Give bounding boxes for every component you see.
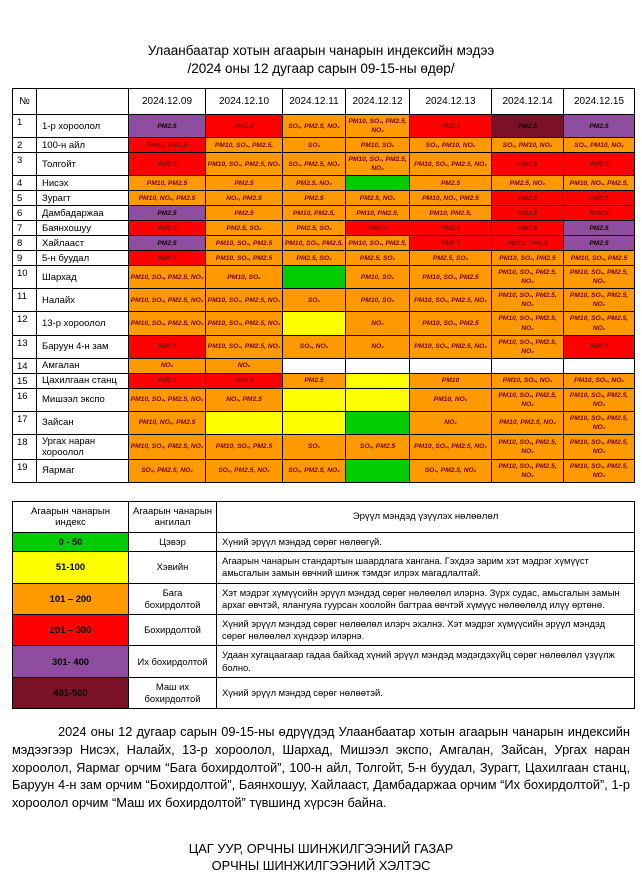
aqi-cell: PM10, NO₂, PM2.5, [564,176,635,191]
legend-index-range: 0 - 50 [13,532,129,551]
aqi-cell: PM10, SO₂, PM2.5 [410,266,492,289]
aqi-cell: PM10, SO₂, PM2.5, NO₂ [206,289,283,312]
aqi-cell: PM10, SO₂, PM2.5, NO₂ [410,289,492,312]
date-column-header: 2024.12.11 [283,89,346,115]
aqi-cell [346,388,410,411]
legend-table-body [13,532,635,708]
aqi-cell: PM10, SO₂, PM2.5, NO₂ [492,312,564,335]
summary-paragraph: 2024 оны 12 дугаар сарын 09-15-ны өдрүүдэд Улаанбаатар хотын агаарын чанарын индексийн мэдээгээр Нисэх, Налайх, 13-р хороолол, Шархад, Мишээл экспо, Амгалан, Зайсан, Ургах наран хороолол, Яармаг орчим “Бага бохирдолтой”, 100-н айл, Толгойт, 5-н буудал, Зурагт, Цахилгаан станц, Баруун 4-н зам орчим “Бохирдолтой”, Баянхошуу, Хайлааст, Дамбадаржаа орчим “Их бохирдолтой”, 1-р хороолол орчим “Маш их бохирдолтой” түвшинд хүрсэн байна. [12,724,630,810]
aqi-cell [346,373,410,388]
aqi-cell [283,358,346,373]
aqi-cell: SO₂, PM2.5, NO₂ [283,459,346,482]
station-row [13,358,635,373]
station-number: 14 [13,358,37,373]
aqi-cell: PM2.5 [410,236,492,251]
aqi-cell: PM2.5 [129,373,206,388]
aqi-cell: PM2.5 [206,373,283,388]
station-name: Хайлааст [37,236,129,251]
aqi-cell: PM2.5 [492,206,564,221]
legend-category: Цэвэр [129,532,217,551]
station-number: 2 [13,138,37,153]
aqi-cell: PM2.5 [283,373,346,388]
legend-health-effect: Хэт мэдрэг хүмүүсийн эрүүл мэндэд сөрөг нөлөөлөл илэрнэ. Зүрх судас, амьсгалын замын архаг өвчтэй, ялангуяа гуурсан хоолойн багтраа өвчтэй хүмүүс нөлөөлөлд илүү өртөнө. [217,583,635,614]
legend-row [13,646,635,677]
legend-health-effect: Удаан хугацаагаар гадаа байхад хүний эрүүл мэндэд мэдэгдэхүйц сөрөг нөлөөлөл үзүүлж болно. [217,646,635,677]
aqi-cell: PM2.5, NO₂ [492,176,564,191]
station-number: 6 [13,206,37,221]
aqi-cell: PM10, SO₂, PM2.5, NO₂ [564,434,635,459]
aqi-cell [410,358,492,373]
aqi-cell: PM2.5, SO₂ [283,221,346,236]
legend-category: Их бохирдолтой [129,646,217,677]
aqi-cell: SO₂, PM2.5, NO₂ [410,459,492,482]
aqi-cell: PM2.5 [129,221,206,236]
aqi-cell: PM10, SO₂, PM2.5, NO₂ [564,459,635,482]
legend-index-range: 301- 400 [13,646,129,677]
aqi-cell: NO₂, PM2.5 [206,388,283,411]
aqi-cell: PM2.5 [129,335,206,358]
aqi-cell: PM2.5, SO₂ [206,221,283,236]
station-row [13,411,635,434]
legend-health-effect: Хүний эрүүл мэндэд сөрөг нөлөөтэй. [217,677,635,708]
legend-health-effect: Агаарын чанарын стандартын шаардлага хангана. Гэхдээ зарим хэт мэдрэг хүмүүст амьсгалын замын өвчний шинж тэмдэг илрэх магадлалтай. [217,552,635,583]
aqi-cell: PM2.5 [564,115,635,138]
aqi-cell: SO₂, PM10, NO₂ [492,138,564,153]
aqi-cell: PM10 [410,373,492,388]
aqi-cell: PM2.5, SO₂ [346,251,410,266]
aqi-cell [564,358,635,373]
aqi-cell: NO₂, PM2.5 [206,191,283,206]
aqi-cell: PM2.5 [492,153,564,176]
aqi-cell: PM10, SO₂, PM2.5, [283,236,346,251]
agency-footer-line1: ЦАГ УУР, ОРЧНЫ ШИНЖИЛГЭЭНИЙ ГАЗАР [188,840,454,856]
aqi-main-table [12,88,635,483]
aqi-cell [346,176,410,191]
station-name: Толгойт [37,153,129,176]
aqi-cell: PM2.5 [564,191,635,206]
aqi-cell: PM2.5 [564,153,635,176]
aqi-cell: PM10, SO₂, PM2.5, NO₂ [129,434,206,459]
legend-category: Бохирдолтой [129,615,217,646]
aqi-cell: PM10, SO₂, PM2.5, NO₂ [129,289,206,312]
aqi-cell: SO₂, PM2.5, NO₂ [129,459,206,482]
aqi-cell [206,411,283,434]
legend-row [13,583,635,614]
aqi-cell: PM10, PM2.5 [129,138,206,153]
aqi-cell: SO₂ [283,434,346,459]
aqi-cell [346,411,410,434]
station-name: Ургах наран хороолол [37,434,129,459]
aqi-cell [283,411,346,434]
legend-category: Бага бохирдолтой [129,583,217,614]
station-row [13,236,635,251]
aqi-cell: PM10, SO₂, PM2.5 [206,236,283,251]
station-row [13,221,635,236]
aqi-cell [346,358,410,373]
aqi-table-head [13,89,635,115]
aqi-cell: SO₂ [283,289,346,312]
station-row [13,434,635,459]
aqi-cell: PM10, SO₂, PM2.5, NO₂ [492,335,564,358]
legend-row [13,552,635,583]
aqi-cell: PM10, SO₂, PM2.5 [206,434,283,459]
station-number: 7 [13,221,37,236]
aqi-cell: PM10, SO₂, NO₂ [564,373,635,388]
legend-index-range: 401-500 [13,677,129,708]
station-row [13,289,635,312]
aqi-cell: PM10, SO₂, PM2.5, NO₂ [564,411,635,434]
legend-index-range: 201 – 300 [13,615,129,646]
date-column-header: 2024.12.13 [410,89,492,115]
legend-row [13,615,635,646]
aqi-cell: NO₂ [346,312,410,335]
station-number: 5 [13,191,37,206]
station-number: 19 [13,459,37,482]
aqi-cell: PM10, SO₂ [346,266,410,289]
legend-table-head [13,501,635,532]
aqi-cell: PM2.5 [492,115,564,138]
aqi-cell: PM2.5 [410,115,492,138]
aqi-cell: PM2.5 [564,206,635,221]
header-row [13,89,635,115]
aqi-cell: SO₂, PM10, NO₂ [410,138,492,153]
legend-index-range: 51-100 [13,552,129,583]
station-number: 3 [13,153,37,176]
aqi-cell: PM10, PM2.5 [129,176,206,191]
aqi-cell: PM10, SO₂, PM2.5, NO₂ [410,335,492,358]
station-number: 9 [13,251,37,266]
station-row [13,176,635,191]
aqi-cell: NO₂ [129,358,206,373]
aqi-cell: PM10, SO₂, PM2.5, NO₂ [410,434,492,459]
aqi-cell: PM10, SO₂ [346,138,410,153]
station-row [13,459,635,482]
legend-row [13,677,635,708]
legend-column-header: Агаарын чанарын индекс [13,501,129,532]
aqi-cell: PM10, SO₂, PM2.5, NO₂ [129,266,206,289]
station-name: Зайсан [37,411,129,434]
legend-category: Маш их бохирдолтой [129,677,217,708]
station-row [13,206,635,221]
aqi-cell: PM10, SO₂, PM2.5, NO₂ [564,289,635,312]
legend-index-range: 101 – 200 [13,583,129,614]
station-name: Мишээл экспо [37,388,129,411]
aqi-cell: SO₂, PM10, NO₂ [564,138,635,153]
aqi-cell: PM2.5 [206,115,283,138]
station-row [13,191,635,206]
station-row [13,115,635,138]
date-column-header: 2024.12.15 [564,89,635,115]
station-row [13,388,635,411]
legend-category: Хэвийн [129,552,217,583]
station-number: 8 [13,236,37,251]
aqi-table-body [13,115,635,483]
agency-footer-line2: ОРЧНЫ ШИНЖИЛГЭЭНИЙ ХЭЛТЭС [211,857,431,873]
aqi-cell: PM2.5 [129,115,206,138]
aqi-cell: PM10, SO₂, PM2.5, NO₂ [206,335,283,358]
station-number: 4 [13,176,37,191]
aqi-cell: SO₂, PM2.5 [346,434,410,459]
station-name: Цахилгаан станц [37,373,129,388]
station-row [13,312,635,335]
aqi-cell: SO₂ [283,138,346,153]
aqi-cell: PM2.5 [564,335,635,358]
aqi-cell [283,388,346,411]
station-row [13,138,635,153]
station-name: 5-н буудал [37,251,129,266]
station-name: 1-р хороолол [37,115,129,138]
report-title-line2: /2024 оны 12 дугаар сарын 09-15-ны өдөр/ [187,60,455,76]
aqi-cell: PM10, SO₂, PM2.5 [206,251,283,266]
aqi-cell: PM10, PM2.5 [492,236,564,251]
aqi-cell: PM2.5 [564,221,635,236]
station-name: Зурагт [37,191,129,206]
station-name: Баруун 4-н зам [37,335,129,358]
legend-column-header: Эрүүл мэндэд үзүүлэх нөлөөлөл [217,501,635,532]
station-name: Амгалан [37,358,129,373]
aqi-cell [346,459,410,482]
aqi-cell: PM10, PM2.5, NO₂ [492,411,564,434]
aqi-cell: PM2.5, NO₂ [346,191,410,206]
station-row [13,153,635,176]
aqi-cell: SO₂, PM2.5, NO₂ [206,459,283,482]
aqi-cell: PM10, SO₂, PM2.5, NO₂ [129,388,206,411]
date-column-header: 2024.12.09 [129,89,206,115]
date-column-header: 2024.12.12 [346,89,410,115]
station-number: 16 [13,388,37,411]
station-name: Баянхошуу [37,221,129,236]
station-name: 13-р хороолол [37,312,129,335]
aqi-cell: PM10, SO₂, PM2.5, NO₂ [129,312,206,335]
legend-column-header: Агаарын чанарын ангилал [129,501,217,532]
aqi-cell: NO₂ [346,335,410,358]
aqi-cell: PM10, SO₂, PM2.5, NO₂ [492,459,564,482]
station-row [13,373,635,388]
aqi-cell: PM10, SO₂, PM2.5, NO₂ [206,153,283,176]
agency-footer [0,840,642,874]
station-name: 100-н айл [37,138,129,153]
aqi-legend-table [12,501,635,709]
aqi-cell: PM2.5, NO₂ [283,176,346,191]
aqi-cell: PM2.5 [129,206,206,221]
aqi-cell: SO₂, PM2.5, NO₂ [283,115,346,138]
aqi-cell: PM10, SO₂ [206,266,283,289]
aqi-cell: PM10, SO₂, NO₂ [492,373,564,388]
aqi-cell: PM10, PM2.5, [410,206,492,221]
legend-health-effect: Хүний эрүүл мэндэд сөрөг нөлөөгүй. [217,532,635,551]
aqi-cell: PM10, SO₂, PM2.5, NO₂ [206,312,283,335]
aqi-cell: PM2.5 [206,206,283,221]
station-number: 12 [13,312,37,335]
aqi-cell: PM10, SO₂, PM2.5 [492,251,564,266]
aqi-cell: PM2.5, SO₂ [283,251,346,266]
station-number: 15 [13,373,37,388]
station-name: Налайх [37,289,129,312]
report-title [0,42,642,77]
aqi-cell: PM10, NO₂, PM2.5 [129,191,206,206]
station-row [13,266,635,289]
date-column-header: 2024.12.14 [492,89,564,115]
aqi-cell: PM10, PM2.5, [346,206,410,221]
station-number: 17 [13,411,37,434]
station-number: 13 [13,335,37,358]
aqi-cell: PM10, SO₂, PM2.5 [410,312,492,335]
aqi-cell: PM2.5 [129,251,206,266]
station-name: Нисэх [37,176,129,191]
aqi-cell: PM10, SO₂, PM2.5, NO₂ [564,266,635,289]
aqi-cell: PM2.5 [346,221,410,236]
aqi-cell: PM10, SO₂, PM2.5, NO₂ [492,289,564,312]
station-name: Яармаг [37,459,129,482]
station-number: 1 [13,115,37,138]
station-name: Дамбадаржаа [37,206,129,221]
aqi-cell: PM2.5 [492,221,564,236]
date-column-header [37,89,129,115]
aqi-cell: PM2.5 [410,176,492,191]
aqi-cell [283,266,346,289]
aqi-cell: PM10, NO₂ [410,388,492,411]
aqi-cell: PM2.5 [129,236,206,251]
aqi-cell: PM10, SO₂, PM2.5, NO₂ [410,153,492,176]
aqi-cell: PM10, SO₂, PM2.5, NO₂ [346,153,410,176]
station-row [13,335,635,358]
aqi-cell: NO₂ [410,411,492,434]
aqi-cell: PM2.5 [206,176,283,191]
aqi-cell: PM10, SO₂ [346,289,410,312]
date-column-header: № [13,89,37,115]
station-row [13,251,635,266]
aqi-cell: PM10, SO₂, PM2.5, NO₂ [492,388,564,411]
station-number: 11 [13,289,37,312]
aqi-cell: PM10, SO₂, PM2.5, NO₂ [492,266,564,289]
aqi-cell: PM10, SO₂, PM2.5, NO₂ [564,312,635,335]
aqi-cell: PM2.5 [564,236,635,251]
aqi-cell: SO₂, PM2.5, NO₂ [283,153,346,176]
aqi-cell: SO₂, NO₂ [283,335,346,358]
date-column-header: 2024.12.10 [206,89,283,115]
aqi-cell: PM10, SO₂, PM2.5, [206,138,283,153]
aqi-cell: PM2.5 [410,221,492,236]
aqi-cell: PM10, SO₂, PM2.5 [564,251,635,266]
aqi-cell: PM2.5, SO₂ [410,251,492,266]
aqi-cell: PM10, SO₂, PM2.5, NO₂ [492,434,564,459]
aqi-cell: PM2.5 [283,191,346,206]
report-title-line1: Улаанбаатар хотын агаарын чанарын индексийн мэдээ [147,43,495,58]
aqi-cell [283,312,346,335]
station-name: Шархад [37,266,129,289]
aqi-cell [492,358,564,373]
aqi-cell: PM10, NO₂, PM2.5 [410,191,492,206]
aqi-cell: PM2.5 [492,191,564,206]
aqi-cell: PM10, PM2.5, [283,206,346,221]
legend-row [13,532,635,551]
aqi-cell: PM10, SO₂, PM2.5, NO₂ [564,388,635,411]
legend-header-row [13,501,635,532]
aqi-cell: PM10, SO₂, PM2.5, NO₂ [346,115,410,138]
station-number: 18 [13,434,37,459]
aqi-cell: PM10, NO₂, PM2.5 [129,411,206,434]
aqi-cell: NO₂ [206,358,283,373]
aqi-cell: PM10, SO₂, PM2.5, [346,236,410,251]
legend-health-effect: Хүний эрүүл мэндэд сөрөг нөлөөлөл илэрч эхэлнэ. Хэт мэдрэг хүмүүсийн эрүүл мэндэд сөрөг нөлөөлөл хүндээр илэрнэ. [217,615,635,646]
station-number: 10 [13,266,37,289]
aqi-cell: PM2.5 [129,153,206,176]
